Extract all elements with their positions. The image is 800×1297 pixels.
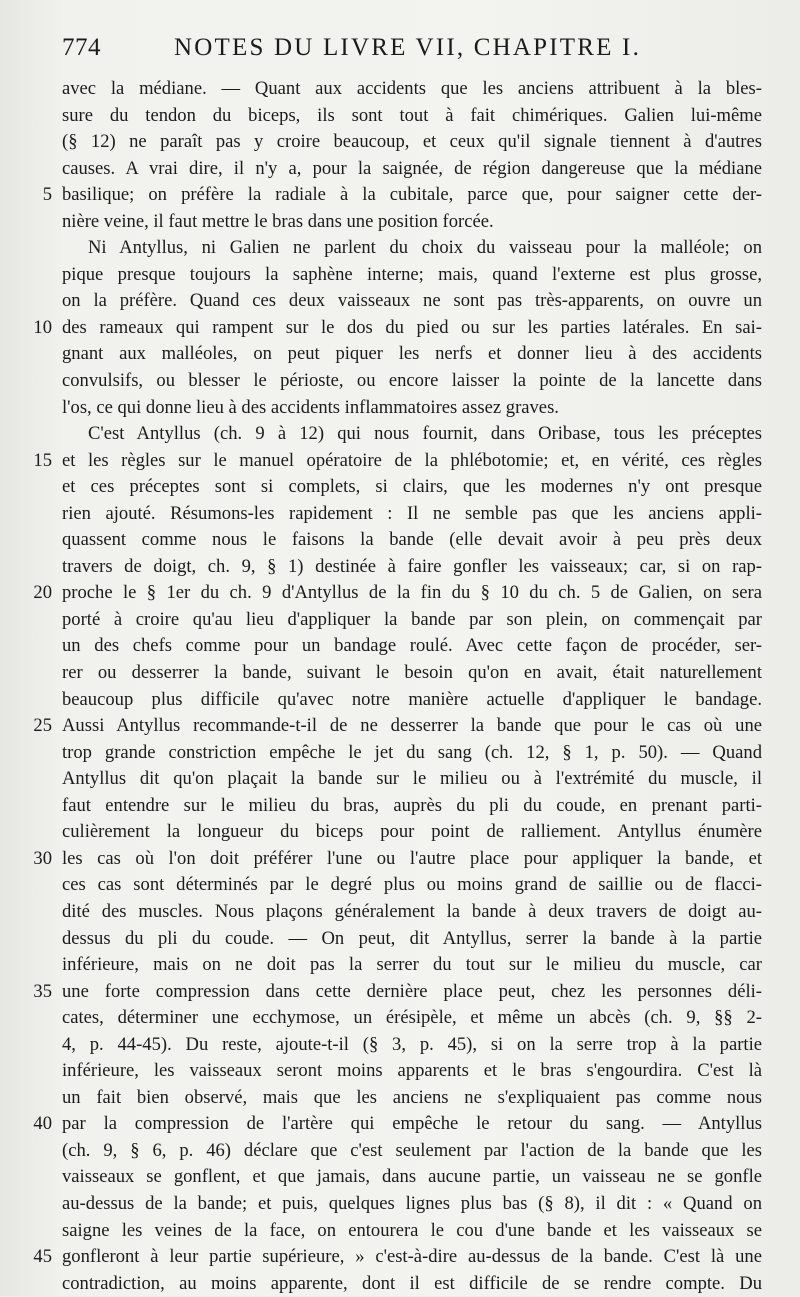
- text-line: [62, 899, 762, 926]
- line-text: pique presque toujours la saphène interne; mais, quand l'externe est plus grosse,: [62, 263, 762, 285]
- line-text: ces cas sont déterminés par le degré plus ou moins grand de saillie ou de flacci-: [62, 874, 762, 896]
- text-line: [33, 846, 762, 873]
- text-line: [62, 766, 762, 793]
- line-text: dité des muscles. Nous plaçons généralement la bande à deux travers de doigt au-: [62, 900, 762, 922]
- text-line: [62, 554, 762, 581]
- text-line: [62, 1218, 762, 1245]
- line-text: on la préfère. Quand ces deux vaisseaux ne sont pas très-apparents, on ouvre un: [62, 290, 762, 312]
- text-line: [62, 819, 762, 846]
- line-text: rien ajouté. Résumons-les rapidement : Il ne semble pas que les anciens appli-: [62, 502, 762, 524]
- line-text: un fait bien observé, mais que les anciens ne s'expliquaient pas comme nous: [62, 1086, 762, 1108]
- text-line: [62, 76, 762, 103]
- text-line: [62, 740, 762, 767]
- line-text: beaucoup plus difficile qu'avec notre manière actuelle d'appliquer le bandage.: [62, 688, 762, 710]
- line-text: gnant aux malléoles, on peut piquer les nerfs et donner lieu à des accidents: [62, 343, 762, 365]
- text-line: [62, 474, 762, 501]
- text-line: [62, 1032, 762, 1059]
- text-body: [33, 76, 762, 1297]
- line-text: sure du tendon du biceps, ils sont tout à fait chimériques. Galien lui-même: [62, 104, 762, 126]
- line-text: travers de doigt, ch. 9, § 1) destinée à faire gonfler les vaisseaux; car, si on rap-: [62, 555, 762, 577]
- line-number: 5: [42, 184, 52, 206]
- text-line: [33, 1244, 762, 1271]
- line-text: dessus du pli du coude. — On peut, dit Antyllus, serrer la bande à la partie: [62, 927, 762, 949]
- line-text: convulsifs, ou blesser le périoste, ou encore laisser la pointe de la lancette dans: [62, 370, 762, 392]
- text-line: [33, 713, 762, 740]
- text-line: [62, 156, 762, 183]
- text-line: [33, 315, 762, 342]
- line-text: causes. A vrai dire, il n'y a, pour la saignée, de région dangereuse que la médiane: [62, 157, 762, 179]
- text-line: [33, 979, 762, 1006]
- line-text: l'os, ce qui donne lieu à des accidents inflammatoires assez graves.: [62, 396, 559, 418]
- text-line: [62, 1164, 762, 1191]
- line-text: basilique; on préfère la radiale à la cubitale, parce que, pour saigner cette der-: [62, 184, 762, 206]
- line-text: Ni Antyllus, ni Galien ne parlent du choix du vaisseau pour la malléole; on: [88, 237, 762, 259]
- page-number: 774: [62, 34, 101, 61]
- line-text: au-dessus de la bande; et puis, quelques lignes plus bas (§ 8), il dit : « Quand on: [62, 1192, 762, 1214]
- text-line: [62, 103, 762, 130]
- line-text: vaisseaux se gonflent, et que jamais, dans aucune partie, un vaisseau ne se gonfle: [62, 1166, 762, 1188]
- line-text: porté à croire qu'au lieu d'appliquer la bande par son plein, on commençait par: [62, 608, 762, 630]
- line-text: 4, p. 44-45). Du reste, ajoute-t-il (§ 3, p. 45), si on la serre trop à la partie: [62, 1033, 762, 1055]
- text-line: [62, 1005, 762, 1032]
- line-text: avec la médiane. — Quant aux accidents que les anciens attribuent à la bles-: [62, 78, 762, 99]
- running-header: [62, 34, 762, 70]
- line-text: une forte compression dans cette dernière place peut, chez les personnes déli-: [62, 980, 762, 1002]
- line-number: 25: [33, 715, 52, 737]
- text-line: [62, 926, 762, 953]
- text-line: [62, 262, 762, 289]
- text-line: [62, 341, 762, 368]
- line-text: cates, déterminer une ecchymose, un érésipèle, et même un abcès (ch. 9, §§ 2-: [62, 1007, 762, 1029]
- line-text: (§ 12) ne paraît pas y croire beaucoup, et ceux qu'il signale tiennent à d'autres: [62, 131, 762, 153]
- line-text: inférieure, mais on ne doit pas la serrer du tout sur le milieu du muscle, car: [62, 954, 762, 976]
- line-text: les cas où l'on doit préférer l'une ou l'autre place pour appliquer la bande, et: [62, 847, 762, 869]
- text-line: [62, 288, 762, 315]
- line-text: Antyllus dit qu'on plaçait la bande sur le milieu ou à l'extrémité du muscle, il: [62, 768, 762, 790]
- text-line: [62, 395, 762, 422]
- line-text: quassent comme nous le faisons la bande (elle devait avoir à peu près deux: [62, 529, 762, 551]
- line-number: 40: [33, 1113, 52, 1135]
- running-title: NOTES DU LIVRE VII, CHAPITRE I.: [174, 34, 642, 61]
- text-line: [62, 1085, 762, 1112]
- text-line: [62, 872, 762, 899]
- text-line: [33, 580, 762, 607]
- line-text: inférieure, les vaisseaux seront moins apparents et le bras s'engourdira. C'est là: [62, 1060, 762, 1082]
- text-line: [62, 607, 762, 634]
- line-text: rer ou desserrer la bande, suivant le besoin qu'on en avait, était naturellement: [62, 662, 762, 684]
- line-number: 45: [33, 1246, 52, 1268]
- text-line: [42, 182, 762, 209]
- text-line: [62, 1271, 762, 1297]
- line-text: et ces préceptes sont si complets, si clairs, que les modernes n'y ont presque: [62, 476, 762, 498]
- line-text: trop grande constriction empêche le jet du sang (ch. 12, § 1, p. 50). — Quand: [62, 741, 762, 763]
- text-line: [62, 527, 762, 554]
- line-text: C'est Antyllus (ch. 9 à 12) qui nous fournit, dans Oribase, tous les préceptes: [88, 423, 762, 445]
- line-text: nière veine, il faut mettre le bras dans une position forcée.: [62, 210, 494, 232]
- line-number: 30: [33, 847, 52, 869]
- text-line: [62, 421, 762, 448]
- line-text: et les règles sur le manuel opératoire de la phlébotomie; et, en vérité, ces règles: [62, 449, 762, 471]
- text-line: [33, 1111, 762, 1138]
- text-line: [62, 660, 762, 687]
- text-line: [62, 793, 762, 820]
- line-text: des rameaux qui rampent sur le dos du pied ou sur les parties latérales. En sai-: [62, 316, 762, 338]
- line-text: un des chefs comme pour un bandage roulé. Avec cette façon de procéder, ser-: [62, 635, 762, 657]
- text-line: [62, 687, 762, 714]
- line-text: Aussi Antyllus recommande-t-il de ne desserrer la bande que pour le cas où une: [62, 715, 762, 737]
- text-line: [62, 1191, 762, 1218]
- line-text: culièrement la longueur du biceps pour point de ralliement. Antyllus énumère: [62, 821, 762, 843]
- line-text: saigne les veines de la face, on entourera le cou d'une bande et les vaisseaux se: [62, 1219, 762, 1241]
- text-line: [62, 501, 762, 528]
- line-text: contradiction, au moins apparente, dont il est difficile de se rendre compte. Du: [62, 1272, 762, 1294]
- line-number: 10: [33, 316, 52, 338]
- text-line: [62, 235, 762, 262]
- line-number: 15: [33, 449, 52, 471]
- text-line: [62, 368, 762, 395]
- line-text: faut entendre sur le milieu du bras, auprès du pli du coude, en prenant parti-: [62, 794, 762, 816]
- text-line: [62, 209, 762, 236]
- text-line: [33, 448, 762, 475]
- line-text: par la compression de l'artère qui empêche le retour du sang. — Antyllus: [62, 1113, 762, 1135]
- line-text: proche le § 1er du ch. 9 d'Antyllus de la fin du § 10 du ch. 5 de Galien, on sera: [62, 582, 762, 604]
- text-line: [62, 952, 762, 979]
- line-number: 20: [33, 582, 52, 604]
- text-line: [62, 633, 762, 660]
- line-text: (ch. 9, § 6, p. 46) déclare que c'est seulement par l'action de la bande que les: [62, 1139, 762, 1161]
- text-line: [62, 1058, 762, 1085]
- line-number: 35: [33, 980, 52, 1002]
- line-text: gonfleront à leur partie supérieure, » c'est-à-dire au-dessus de la bande. C'est là une: [62, 1246, 762, 1268]
- text-line: [62, 1138, 762, 1165]
- text-line: [62, 129, 762, 156]
